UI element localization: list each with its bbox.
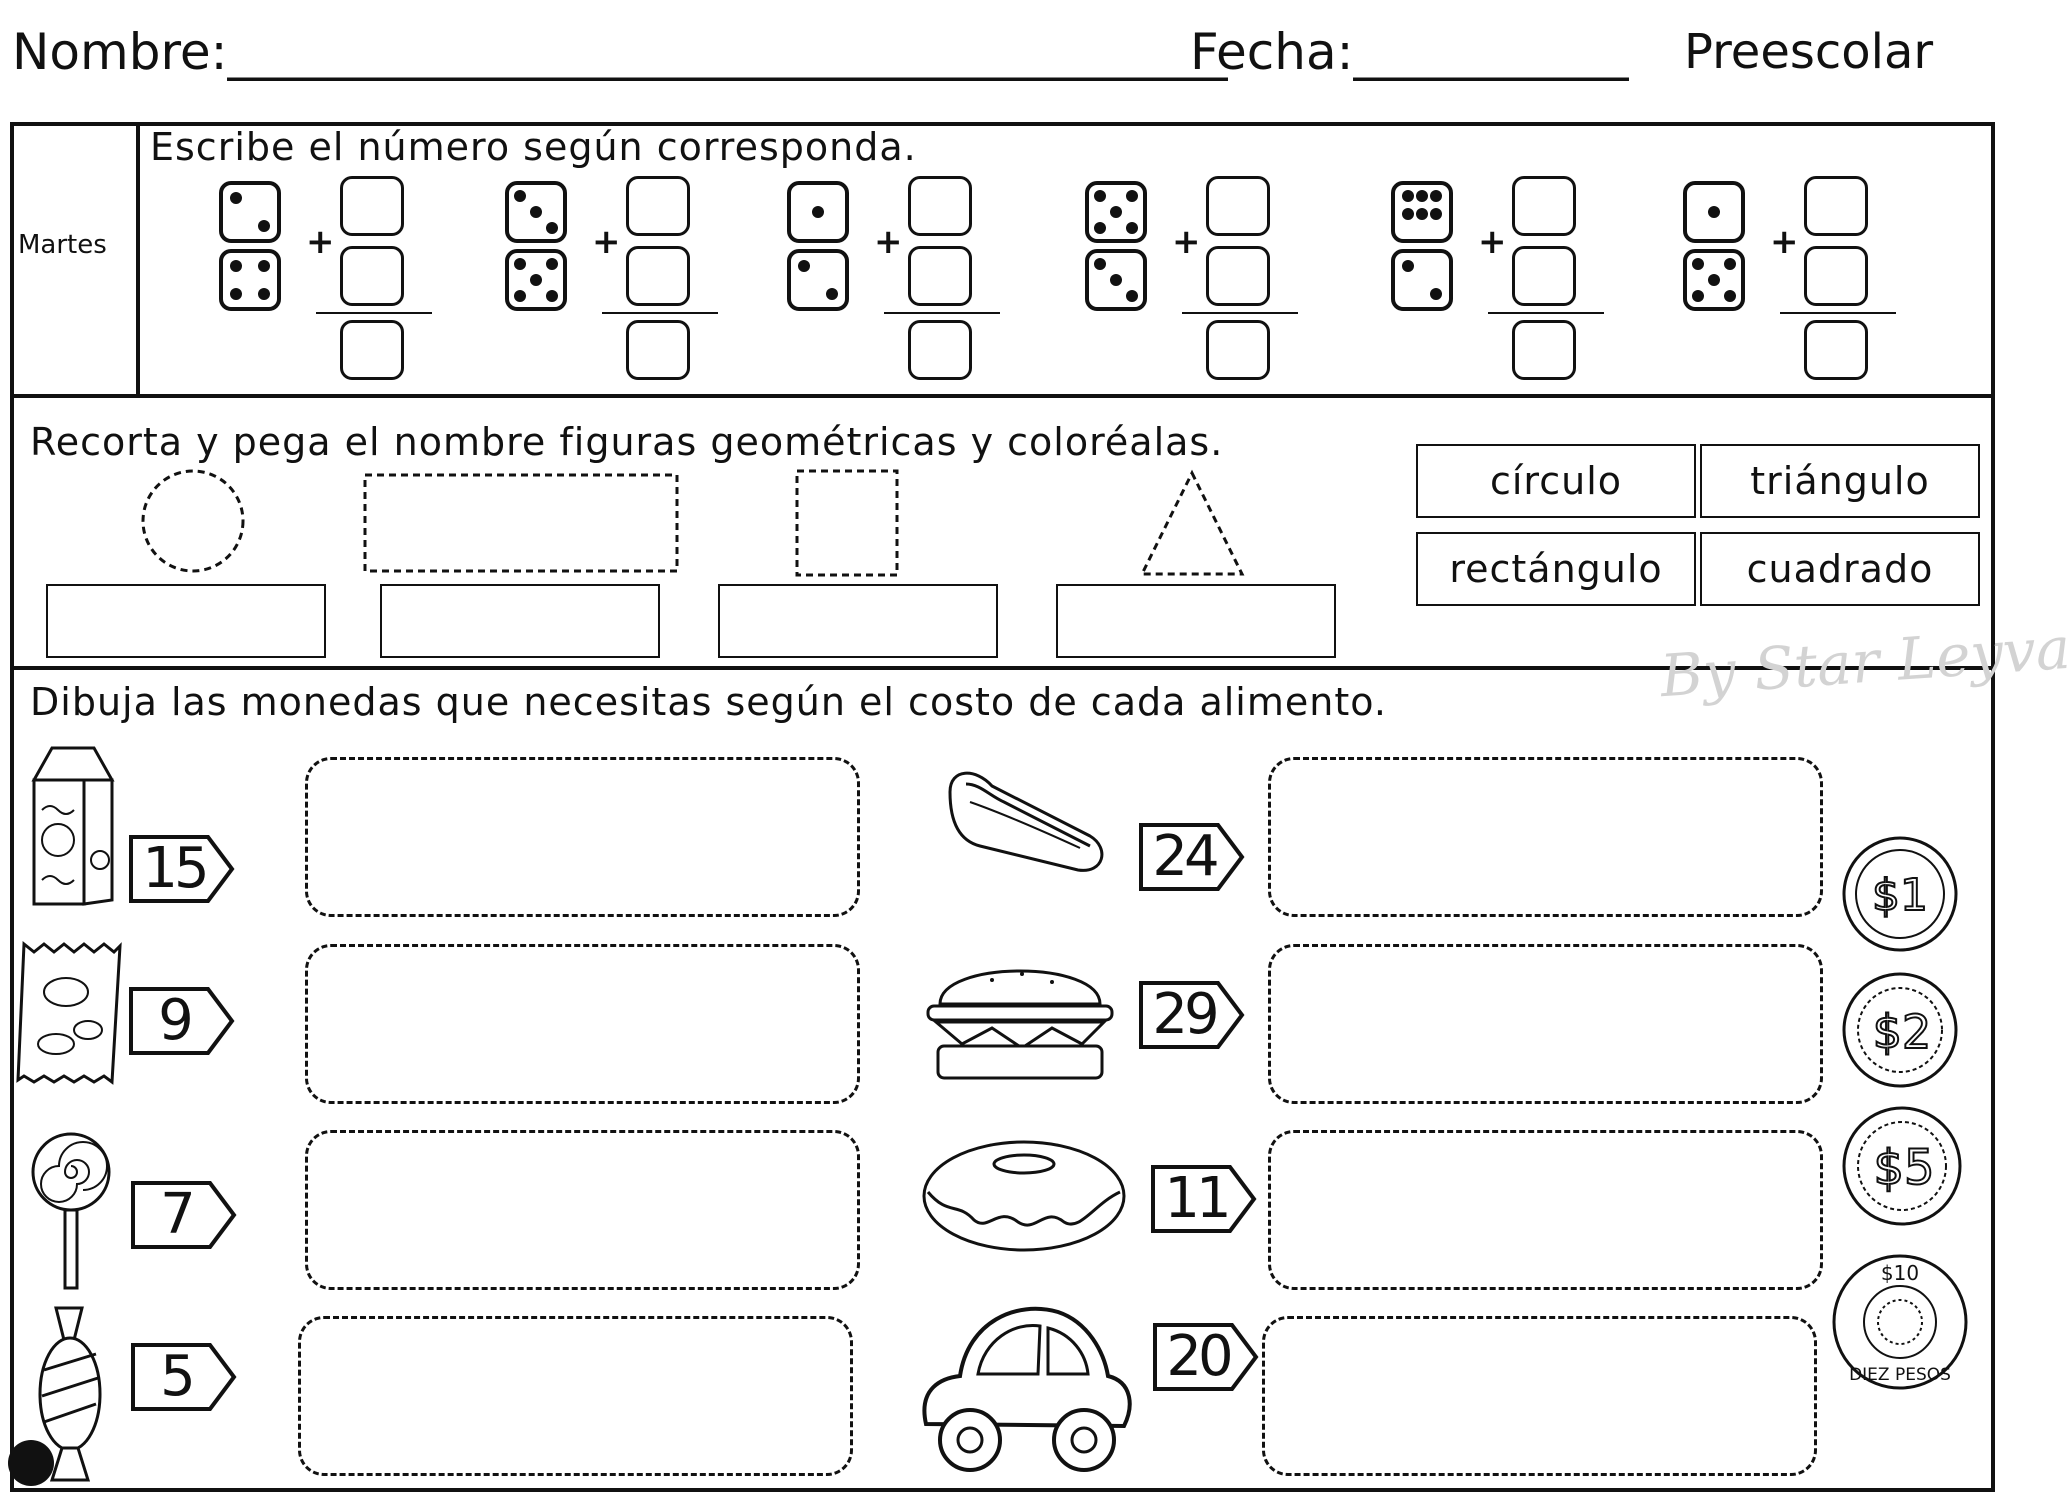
answer-box-bottom[interactable]: [626, 246, 690, 306]
price-tag-candy: [130, 1342, 240, 1412]
die-top-2: [504, 180, 568, 244]
price-donut: 11: [1164, 1166, 1228, 1231]
dice-instruction: Escribe el número según corresponda.: [150, 125, 917, 169]
sum-line: [1780, 312, 1896, 314]
coin-box-hot-dog[interactable]: [1268, 757, 1823, 917]
answer-box-sum[interactable]: [1206, 320, 1270, 380]
chips-bag-icon: [16, 934, 128, 1090]
die-top-3: [786, 180, 850, 244]
answer-box-sum[interactable]: [1804, 320, 1868, 380]
toy-car-icon: [908, 1292, 1140, 1482]
plus-sign: +: [306, 222, 335, 262]
coin-box-milk[interactable]: [305, 757, 860, 917]
coin-box-lollipop[interactable]: [305, 1130, 860, 1290]
coin-box-car[interactable]: [1262, 1316, 1817, 1476]
plus-sign: +: [592, 222, 621, 262]
die-top-5: [1390, 180, 1454, 244]
coin-1-icon: [1840, 834, 1960, 954]
die-top-6: [1682, 180, 1746, 244]
price-tag-donut: [1150, 1164, 1260, 1234]
die-bottom-1: [218, 248, 282, 312]
lollipop-icon: [26, 1126, 116, 1292]
sum-line: [1488, 312, 1604, 314]
answer-box-top[interactable]: [626, 176, 690, 236]
die-bottom-4: [1084, 248, 1148, 312]
word-rectangulo[interactable]: rectángulo: [1416, 532, 1696, 606]
answer-box-top[interactable]: [1804, 176, 1868, 236]
word-triangulo[interactable]: triángulo: [1700, 444, 1980, 518]
answer-box-top[interactable]: [1206, 176, 1270, 236]
die-top-1: [218, 180, 282, 244]
word-cuadrado[interactable]: cuadrado: [1700, 532, 1980, 606]
coin-10-caption: DIEZ PESOS: [1849, 1365, 1951, 1385]
coin-2-label: $2: [1872, 1005, 1932, 1059]
plus-sign: +: [874, 222, 903, 262]
sum-line: [884, 312, 1000, 314]
date-label[interactable]: Fecha:___________: [1190, 23, 1629, 81]
price-chips: 9: [158, 988, 190, 1053]
square-icon: [794, 468, 902, 576]
die-top-4: [1084, 180, 1148, 244]
square-name-box[interactable]: [718, 584, 998, 658]
day-column-divider: [136, 122, 140, 398]
price-tag-chips: [128, 986, 238, 1056]
die-bottom-5: [1390, 248, 1454, 312]
answer-box-sum[interactable]: [626, 320, 690, 380]
answer-box-top[interactable]: [908, 176, 972, 236]
answer-box-bottom[interactable]: [1804, 246, 1868, 306]
coin-box-candy[interactable]: [298, 1316, 853, 1476]
plus-sign: +: [1172, 222, 1201, 262]
price-tag-milk: [128, 834, 238, 904]
word-circulo[interactable]: círculo: [1416, 444, 1696, 518]
plus-sign: +: [1478, 222, 1507, 262]
price-lollipop: 7: [160, 1182, 192, 1247]
price-tag-car: [1152, 1322, 1262, 1392]
answer-box-bottom[interactable]: [1206, 246, 1270, 306]
hamburger-icon: [922, 950, 1118, 1084]
coin-5-icon: [1840, 1104, 1964, 1228]
milk-carton-icon: [22, 740, 122, 910]
answer-box-sum[interactable]: [1512, 320, 1576, 380]
coin-box-chips[interactable]: [305, 944, 860, 1104]
die-bottom-3: [786, 248, 850, 312]
answer-box-bottom[interactable]: [1512, 246, 1576, 306]
price-hamburger: 29: [1152, 982, 1216, 1047]
answer-box-bottom[interactable]: [908, 246, 972, 306]
sum-line: [602, 312, 718, 314]
coin-1-label: $1: [1872, 870, 1928, 921]
answer-box-sum[interactable]: [340, 320, 404, 380]
answer-box-bottom[interactable]: [340, 246, 404, 306]
rectangle-icon: [362, 472, 682, 576]
sum-line: [316, 312, 432, 314]
triangle-name-box[interactable]: [1056, 584, 1336, 658]
rectangle-name-box[interactable]: [380, 584, 660, 658]
name-label[interactable]: Nombre:________________________________________: [12, 23, 1228, 81]
coin-2-icon: [1840, 968, 1960, 1092]
circle-name-box[interactable]: [46, 584, 326, 658]
answer-box-top[interactable]: [340, 176, 404, 236]
die-bottom-6: [1682, 248, 1746, 312]
price-car: 20: [1166, 1324, 1230, 1389]
triangle-icon: [1136, 468, 1248, 580]
grade-label: Preescolar: [1684, 24, 1934, 80]
price-tag-hot-dog: [1138, 822, 1248, 892]
watermark: By Star Leyva: [1658, 613, 2072, 711]
answer-box-top[interactable]: [1512, 176, 1576, 236]
answer-box-sum[interactable]: [908, 320, 972, 380]
coin-5-label: $5: [1873, 1140, 1935, 1196]
shapes-instruction: Recorta y pega el nombre figuras geométricas y coloréalas.: [30, 420, 1224, 464]
plus-sign: +: [1770, 222, 1799, 262]
sum-line: [1182, 312, 1298, 314]
price-milk: 15: [142, 836, 206, 901]
coin-box-hamburger[interactable]: [1268, 944, 1823, 1104]
coins-instruction: Dibuja las monedas que necesitas según el costo de cada alimento.: [30, 680, 1387, 724]
brand-badge-icon: [8, 1440, 54, 1486]
hot-dog-icon: [940, 762, 1112, 878]
price-tag-hamburger: [1138, 980, 1248, 1050]
price-tag-lollipop: [130, 1180, 240, 1250]
price-hot-dog: 24: [1152, 824, 1216, 889]
price-candy: 5: [160, 1344, 192, 1409]
donut-icon: [918, 1136, 1130, 1254]
coin-10-label: $10: [1880, 1261, 1920, 1285]
circle-icon: [138, 466, 248, 576]
header: [12, 22, 1992, 92]
die-bottom-2: [504, 248, 568, 312]
coin-box-donut[interactable]: [1268, 1130, 1823, 1290]
coin-10-icon: [1830, 1250, 1970, 1394]
day-label: Martes: [18, 230, 107, 260]
